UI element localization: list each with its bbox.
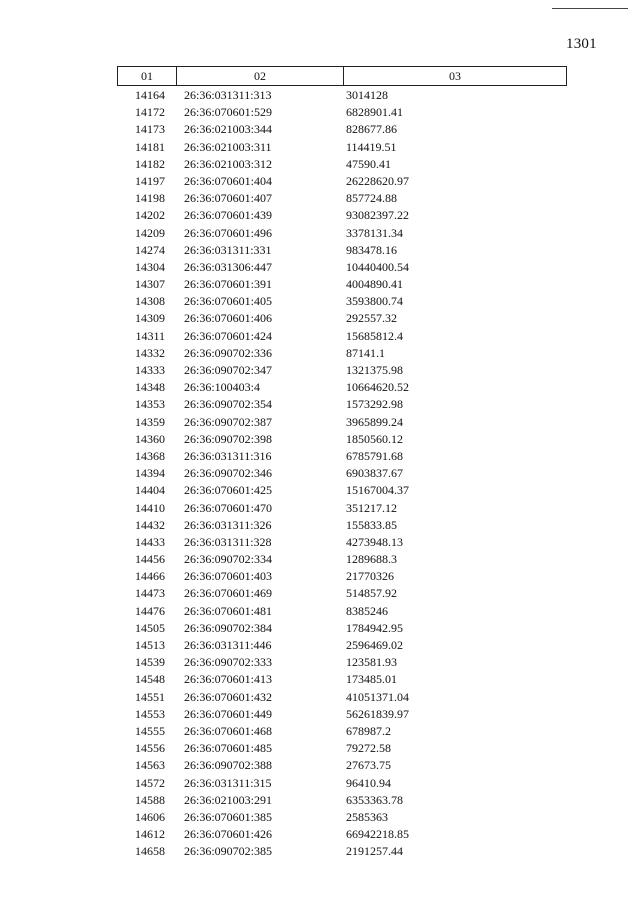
value-cell: 983478.16 <box>346 242 397 257</box>
row-number-cell: 14410 <box>135 500 165 515</box>
table-row <box>117 534 567 551</box>
row-number-cell: 14359 <box>135 414 165 429</box>
cadastral-number-cell: 26:36:090702:354 <box>184 397 273 412</box>
cadastral-number-cell: 26:36:021003:344 <box>184 122 273 137</box>
value-cell: 3965899.24 <box>346 414 403 429</box>
table-body <box>117 87 567 860</box>
row-number-cell: 14198 <box>135 191 165 206</box>
cadastral-number-cell: 26:36:070601:496 <box>184 225 273 240</box>
value-cell: 56261839.97 <box>346 706 409 721</box>
cadastral-number-cell: 26:36:070601:449 <box>184 706 273 721</box>
value-cell: 1289688.3 <box>346 552 397 567</box>
cadastral-number-cell: 26:36:090702:334 <box>184 552 273 567</box>
row-number-cell: 14513 <box>135 638 165 652</box>
value-cell: 1850560.12 <box>346 431 403 446</box>
cadastral-number-cell: 26:36:090702:398 <box>184 431 273 446</box>
table-row <box>117 603 567 620</box>
row-number-cell: 14432 <box>135 517 165 532</box>
table-row <box>117 706 567 723</box>
value-cell: 26228620.97 <box>346 173 409 188</box>
table-row <box>117 190 567 207</box>
table-row <box>117 310 567 327</box>
value-cell: 828677.86 <box>346 122 397 137</box>
table-row <box>117 139 567 156</box>
row-number-cell: 14360 <box>135 431 165 446</box>
table-row <box>117 414 567 431</box>
value-cell: 2191257.44 <box>346 844 403 859</box>
cadastral-number-cell: 26:36:031311:313 <box>184 88 272 102</box>
row-number-cell: 14172 <box>135 105 165 120</box>
table-row <box>117 568 567 585</box>
table-row <box>117 173 567 190</box>
value-cell: 292557.32 <box>346 311 397 326</box>
value-cell: 41051371.04 <box>346 689 409 704</box>
table-row <box>117 379 567 396</box>
row-number-cell: 14473 <box>135 586 165 601</box>
column-header-01: 01 <box>118 67 177 85</box>
table-row <box>117 757 567 774</box>
cadastral-number-cell: 26:36:070601:470 <box>184 500 273 515</box>
table-row <box>117 259 567 276</box>
cadastral-number-cell: 26:36:070601:385 <box>184 809 273 824</box>
cadastral-number-cell: 26:36:070601:391 <box>184 277 273 292</box>
row-number-cell: 14308 <box>135 294 165 309</box>
cadastral-number-cell: 26:36:021003:312 <box>184 156 273 171</box>
table-row <box>117 448 567 465</box>
row-number-cell: 14181 <box>135 139 165 154</box>
cadastral-number-cell: 26:36:031311:316 <box>184 448 272 463</box>
row-number-cell: 14332 <box>135 345 165 360</box>
cadastral-number-cell: 26:36:090702:385 <box>184 844 273 859</box>
cadastral-number-cell: 26:36:031311:326 <box>184 517 272 532</box>
row-number-cell: 14658 <box>135 844 165 859</box>
value-cell: 4004890.41 <box>346 277 403 292</box>
row-number-cell: 14394 <box>135 466 165 481</box>
cadastral-number-cell: 26:36:031311:331 <box>184 242 272 257</box>
row-number-cell: 14309 <box>135 311 165 326</box>
table-row <box>117 620 567 637</box>
value-cell: 678987.2 <box>346 723 391 738</box>
value-cell: 3014128 <box>346 88 388 102</box>
row-number-cell: 14353 <box>135 397 165 412</box>
cadastral-number-cell: 26:36:031311:328 <box>184 534 272 549</box>
row-number-cell: 14563 <box>135 758 165 773</box>
table-row <box>117 585 567 602</box>
table-row <box>117 396 567 413</box>
value-cell: 47590.41 <box>346 156 391 171</box>
value-cell: 173485.01 <box>346 672 397 687</box>
row-number-cell: 14368 <box>135 448 165 463</box>
cadastral-number-cell: 26:36:100403:4 <box>184 380 261 395</box>
row-number-cell: 14274 <box>135 242 165 257</box>
cadastral-number-cell: 26:36:070601:403 <box>184 569 273 584</box>
column-header-03: 03 <box>449 68 461 83</box>
row-number-cell: 14433 <box>135 534 165 549</box>
table-header <box>117 66 567 86</box>
row-number-cell: 14311 <box>135 328 165 343</box>
table-row <box>117 551 567 568</box>
cadastral-number-cell: 26:36:070601:424 <box>184 328 273 343</box>
row-number-cell: 14404 <box>135 483 165 498</box>
row-number-cell: 14548 <box>135 672 165 687</box>
row-number-cell: 14466 <box>135 569 165 584</box>
cadastral-number-cell: 26:36:090702:333 <box>184 655 273 670</box>
row-number-cell: 14476 <box>135 603 165 618</box>
value-cell: 6785791.68 <box>346 448 403 463</box>
row-number-cell: 14307 <box>135 277 165 292</box>
table-row <box>117 843 567 860</box>
cadastral-number-cell: 26:36:070601:407 <box>184 191 273 206</box>
row-number-cell: 14456 <box>135 552 165 567</box>
table-row <box>117 225 567 242</box>
row-number-cell: 14572 <box>135 775 165 790</box>
cadastral-number-cell: 26:36:031306:447 <box>184 259 273 274</box>
page-number: 1301 <box>566 36 597 52</box>
value-cell: 514857.92 <box>346 586 397 601</box>
table-row <box>117 104 567 121</box>
row-number-cell: 14202 <box>135 208 165 223</box>
value-cell: 114419.51 <box>346 139 397 154</box>
cadastral-number-cell: 26:36:090702:387 <box>184 414 273 429</box>
cadastral-number-cell: 26:36:070601:485 <box>184 741 273 756</box>
cadastral-number-cell: 26:36:070601:468 <box>184 723 273 738</box>
value-cell: 87141.1 <box>346 345 385 360</box>
value-cell: 27673.75 <box>346 758 391 773</box>
row-number-cell: 14348 <box>135 380 165 395</box>
value-cell: 10664620.52 <box>346 380 409 395</box>
table-row <box>117 740 567 757</box>
table-row <box>117 276 567 293</box>
cadastral-number-cell: 26:36:070601:425 <box>184 483 273 498</box>
table-row <box>117 826 567 843</box>
value-cell: 93082397.22 <box>346 208 409 223</box>
cadastral-number-cell: 26:36:070601:406 <box>184 311 273 326</box>
table-row <box>117 293 567 310</box>
row-number-cell: 14553 <box>135 706 165 721</box>
table-row <box>117 654 567 671</box>
table-row <box>117 637 567 654</box>
row-number-cell: 14505 <box>135 620 165 635</box>
value-cell: 1784942.95 <box>346 620 403 635</box>
value-cell: 96410.94 <box>346 775 391 790</box>
table-row <box>117 362 567 379</box>
row-number-cell: 14539 <box>135 655 165 670</box>
value-cell: 857724.88 <box>346 191 397 206</box>
row-number-cell: 14197 <box>135 173 165 188</box>
cadastral-number-cell: 26:36:090702:346 <box>184 466 273 481</box>
value-cell: 2585363 <box>346 809 388 824</box>
value-cell: 15167004.37 <box>346 483 409 498</box>
cadastral-number-cell: 26:36:070601:405 <box>184 294 273 309</box>
cadastral-number-cell: 26:36:031311:315 <box>184 775 272 790</box>
row-number-cell: 14551 <box>135 689 165 704</box>
table-row <box>117 431 567 448</box>
cadastral-number-cell: 26:36:021003:291 <box>184 792 273 807</box>
value-cell: 6828901.41 <box>346 105 403 120</box>
table-row <box>117 87 567 104</box>
column-header-02: 02 <box>177 67 344 85</box>
cadastral-number-cell: 26:36:070601:481 <box>184 603 273 618</box>
cadastral-number-cell: 26:36:070601:404 <box>184 173 273 188</box>
value-cell: 4273948.13 <box>346 534 403 549</box>
row-number-cell: 14182 <box>135 156 165 171</box>
table-row <box>117 465 567 482</box>
cadastral-number-cell: 26:36:090702:384 <box>184 620 273 635</box>
cadastral-number-cell: 26:36:021003:311 <box>184 139 272 154</box>
cadastral-number-cell: 26:36:070601:439 <box>184 208 273 223</box>
table-row <box>117 207 567 224</box>
table-row <box>117 242 567 259</box>
value-cell: 6353363.78 <box>346 792 403 807</box>
row-number-cell: 14588 <box>135 792 165 807</box>
row-number-cell: 14333 <box>135 363 165 377</box>
row-number-cell: 14555 <box>135 723 165 738</box>
cadastral-number-cell: 26:36:070601:529 <box>184 105 273 120</box>
table-row <box>117 689 567 706</box>
value-cell: 15685812.4 <box>346 328 403 343</box>
table-row <box>117 156 567 173</box>
value-cell: 3378131.34 <box>346 225 403 240</box>
table-row <box>117 328 567 345</box>
value-cell: 6903837.67 <box>346 466 403 481</box>
cadastral-number-cell: 26:36:070601:426 <box>184 827 273 842</box>
cadastral-number-cell: 26:36:070601:469 <box>184 586 273 601</box>
row-number-cell: 14173 <box>135 122 165 137</box>
table-row <box>117 517 567 534</box>
row-number-cell: 14612 <box>135 827 165 842</box>
value-cell: 21770326 <box>346 569 394 584</box>
cadastral-number-cell: 26:36:070601:432 <box>184 689 273 704</box>
row-number-cell: 14556 <box>135 741 165 756</box>
row-number-cell: 14606 <box>135 809 165 824</box>
cadastral-number-cell: 26:36:090702:336 <box>184 345 273 360</box>
cadastral-number-cell: 26:36:031311:446 <box>184 638 272 652</box>
value-cell: 10440400.54 <box>346 259 409 274</box>
value-cell: 351217.12 <box>346 500 397 515</box>
table-row <box>117 482 567 499</box>
value-cell: 2596469.02 <box>346 638 403 652</box>
value-cell: 3593800.74 <box>346 294 403 309</box>
value-cell: 79272.58 <box>346 741 391 756</box>
table-row <box>117 775 567 792</box>
table-row <box>117 723 567 740</box>
table-row <box>117 792 567 809</box>
table-row <box>117 809 567 826</box>
row-number-cell: 14304 <box>135 259 165 274</box>
cadastral-number-cell: 26:36:090702:347 <box>184 363 273 377</box>
value-cell: 66942218.85 <box>346 827 409 842</box>
value-cell: 8385246 <box>346 603 388 618</box>
row-number-cell: 14209 <box>135 225 165 240</box>
value-cell: 1573292.98 <box>346 397 403 412</box>
table-row <box>117 500 567 517</box>
value-cell: 123581.93 <box>346 655 397 670</box>
top-rule <box>552 8 628 9</box>
table-row <box>117 121 567 138</box>
cadastral-number-cell: 26:36:090702:388 <box>184 758 273 773</box>
table-row <box>117 671 567 688</box>
cadastral-number-cell: 26:36:070601:413 <box>184 672 273 687</box>
value-cell: 1321375.98 <box>346 363 403 377</box>
table-row <box>117 345 567 362</box>
value-cell: 155833.85 <box>346 517 397 532</box>
row-number-cell: 14164 <box>135 88 165 102</box>
